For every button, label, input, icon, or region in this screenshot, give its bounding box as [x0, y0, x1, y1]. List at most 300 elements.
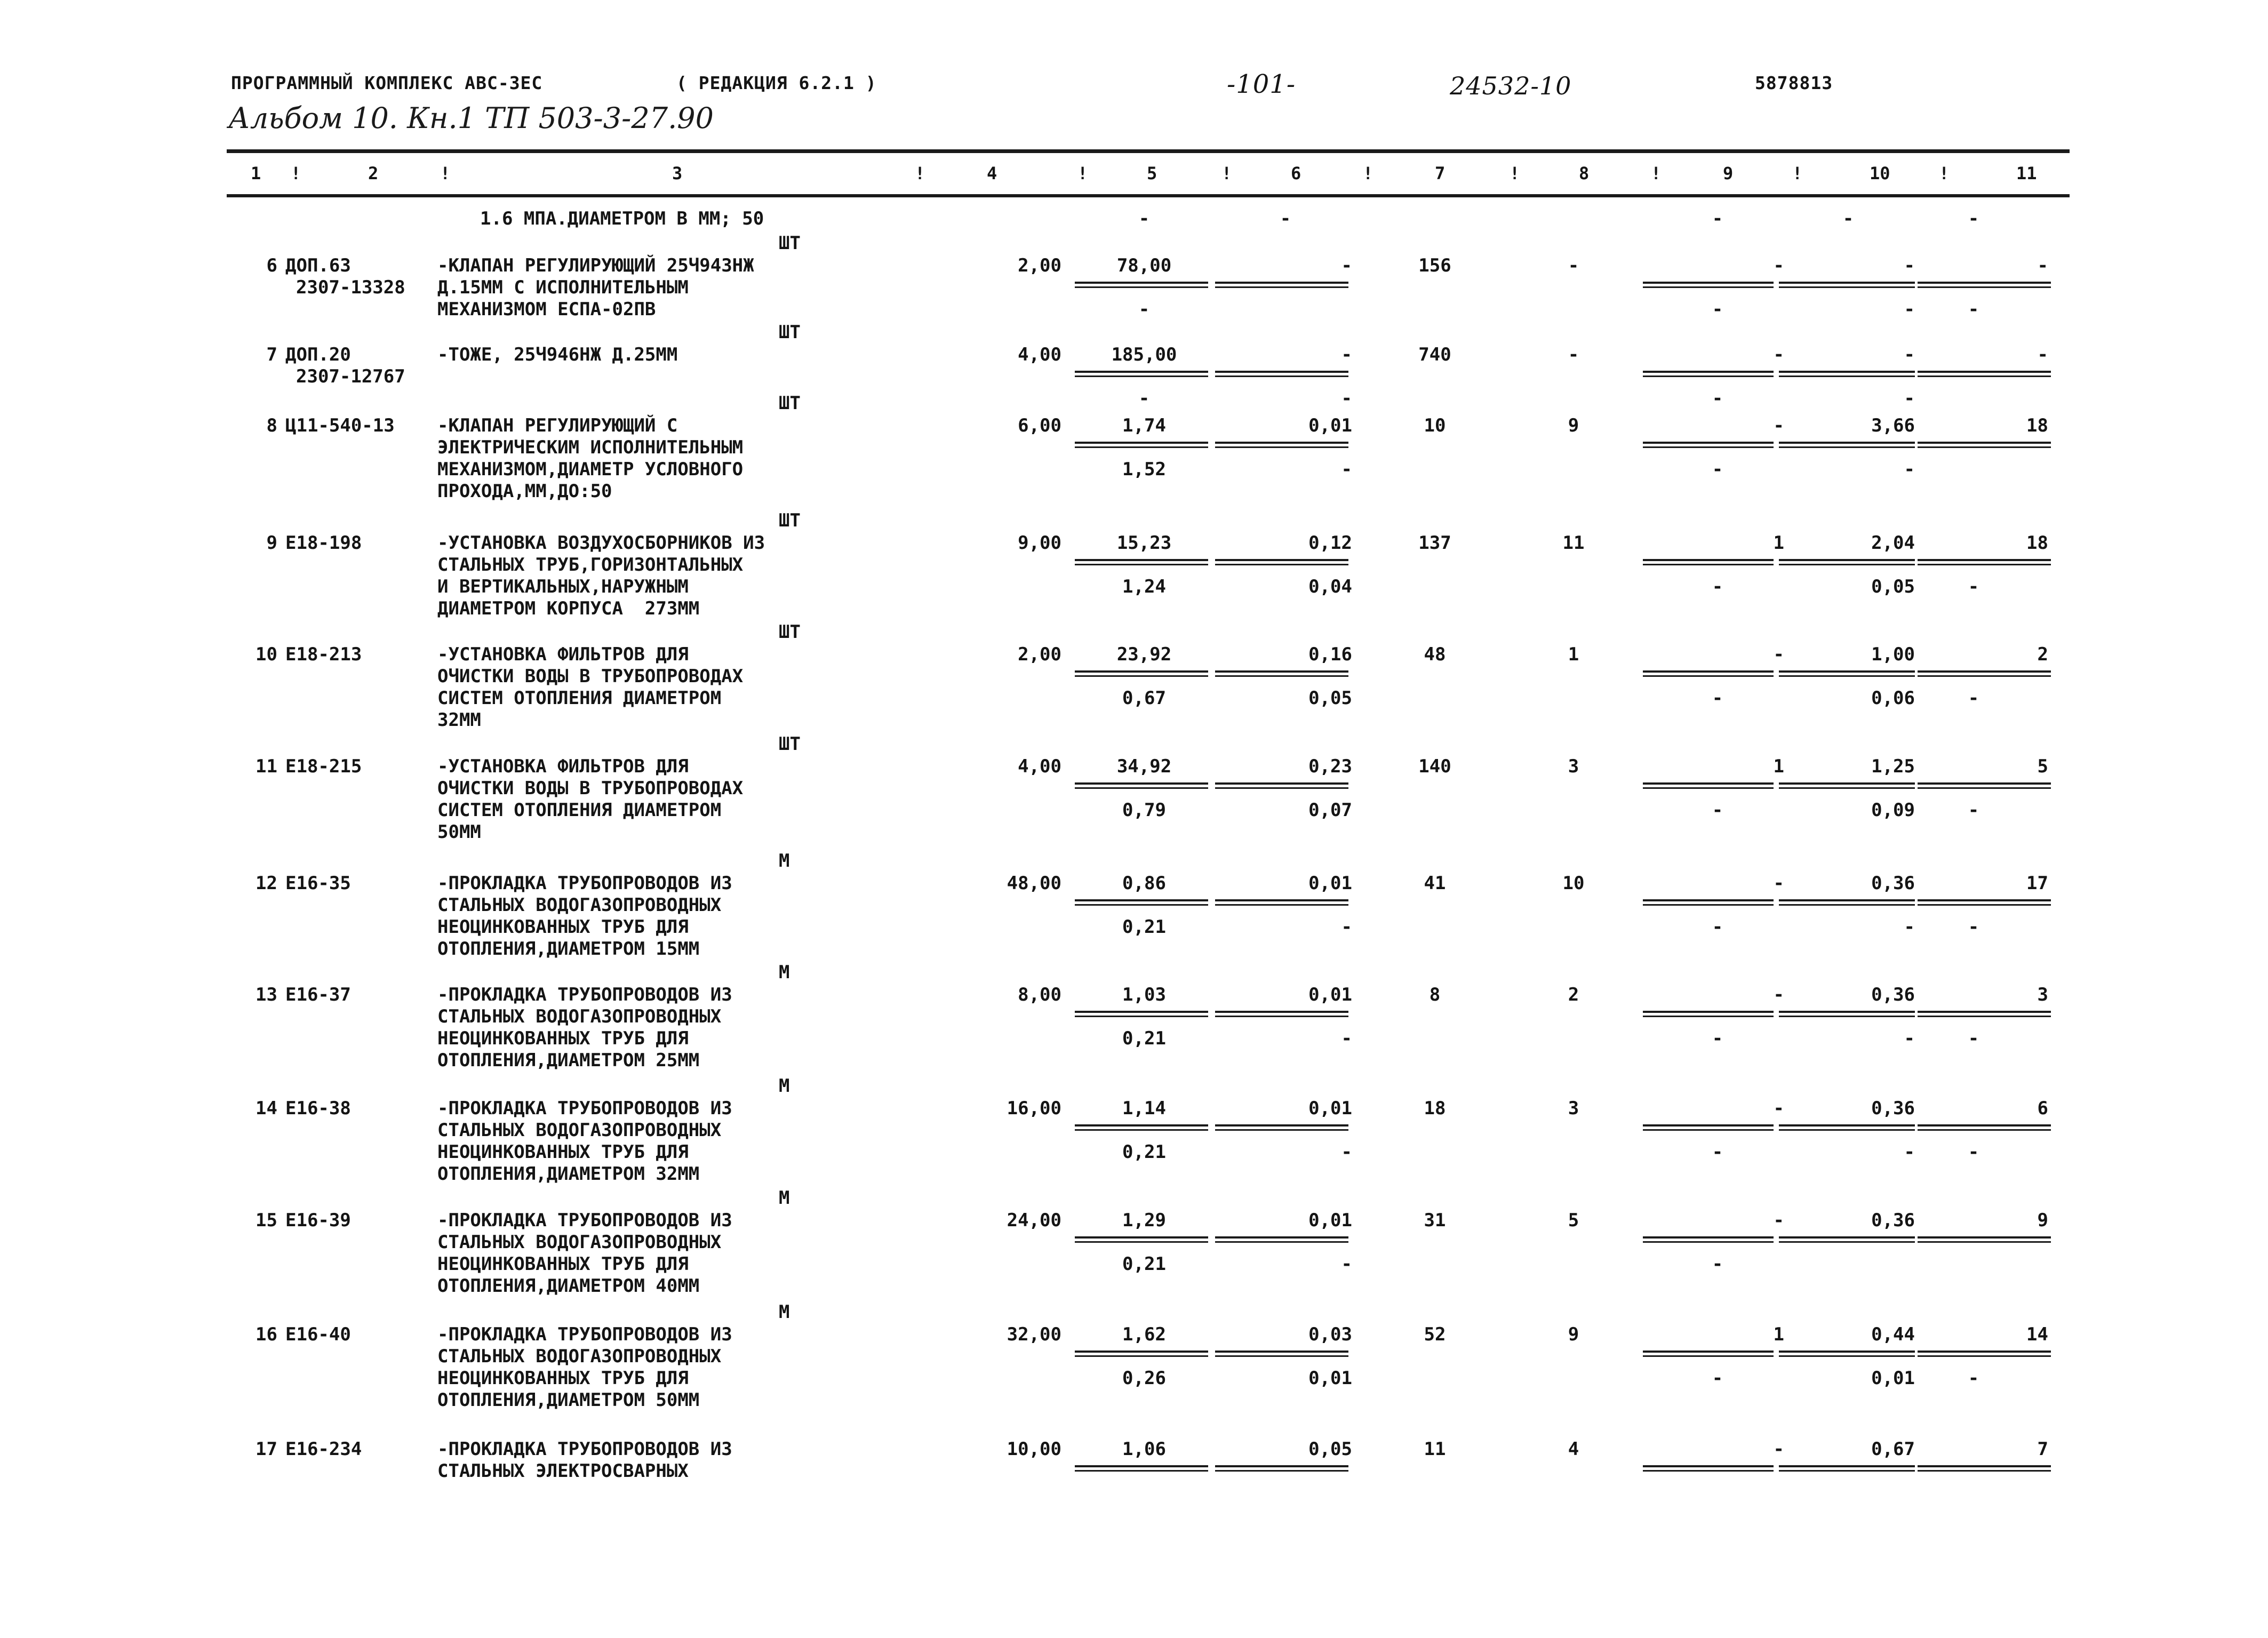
row-description: -ПРОКЛАДКА ТРУБОПРОВОДОВ ИЗ СТАЛЬНЫХ ВОДОГАЗОПРОВОДНЫХ НЕОЦИНКОВАННЫХ ТРУБ ДЛЯ ОТОПЛЕНИЯ,ДИАМЕТРОМ 25ММ: [437, 984, 732, 1071]
divider-line: [1643, 1129, 1774, 1131]
divider-line: [1075, 371, 1208, 373]
col6-secondary: -: [1341, 916, 1352, 938]
unit-label: М: [779, 1075, 790, 1097]
divider-line: [1075, 1124, 1208, 1126]
column-separator: !: [1221, 163, 1232, 183]
col6-value: 0,01: [1308, 984, 1352, 1005]
divider-line: [1215, 1236, 1348, 1239]
col5-value: 34,92: [1116, 756, 1172, 777]
divider-line: [1918, 286, 2051, 288]
divider-line: [1643, 1241, 1774, 1243]
col8-value: 1: [1568, 644, 1579, 665]
col10-value: -: [1904, 344, 1915, 365]
divider-line: [1075, 286, 1208, 288]
row-code: Е18-215: [285, 756, 362, 777]
col6-secondary: -: [1341, 388, 1352, 409]
divider-line: [1215, 1241, 1348, 1243]
divider-line: [1779, 282, 1915, 284]
divider-line: [1779, 1241, 1915, 1243]
row-description: -УСТАНОВКА ФИЛЬТРОВ ДЛЯ ОЧИСТКИ ВОДЫ В ТРУБОПРОВОДАХ СИСТЕМ ОТОПЛЕНИЯ ДИАМЕТРОМ 50ММ: [437, 756, 744, 843]
row-code-secondary: 2307-13328: [296, 277, 405, 298]
divider-line: [1643, 1355, 1774, 1357]
col11-secondary: -: [1968, 1141, 1979, 1163]
col5-secondary: 0,21: [1122, 1028, 1166, 1049]
divider-line: [1215, 1124, 1348, 1126]
edition-label: ( РЕДАКЦИЯ 6.2.1 ): [676, 73, 877, 93]
col6-secondary: -: [1341, 1141, 1352, 1163]
col9-value: -: [1773, 1210, 1784, 1231]
quantity: 16,00: [1007, 1098, 1061, 1119]
col6-value: 0,12: [1308, 532, 1352, 554]
col6-secondary: -: [1341, 459, 1352, 480]
col9-secondary: -: [1712, 688, 1723, 709]
divider-line: [1643, 904, 1774, 906]
col5-secondary: 0,21: [1122, 1141, 1166, 1163]
col9-value: -: [1773, 644, 1784, 665]
divider-line: [1779, 1355, 1915, 1357]
col8-value: 9: [1568, 1324, 1579, 1345]
row-code: Е16-38: [285, 1098, 351, 1119]
divider-line: [1779, 1124, 1915, 1126]
col5-secondary: 0,79: [1122, 800, 1166, 821]
col6-secondary: 0,01: [1308, 1368, 1352, 1389]
divider-line: [1918, 899, 2051, 901]
col7-value: 140: [1418, 756, 1451, 777]
col6-secondary: -: [1341, 1253, 1352, 1275]
col5-value: 185,00: [1111, 344, 1177, 365]
column-header-rule: [227, 194, 2070, 197]
column-number: 6: [1291, 163, 1301, 183]
col5-secondary: 1,24: [1122, 576, 1166, 597]
divider-line: [1215, 1351, 1348, 1353]
quantity: 4,00: [1018, 756, 1061, 777]
row-number: 9: [266, 532, 277, 554]
divider-line: [1918, 1355, 2051, 1357]
program-title: ПРОГРАММНЫЙ КОМПЛЕКС АВС-3ЕС: [231, 73, 543, 93]
col8-value: 3: [1568, 756, 1579, 777]
divider-line: [1918, 1016, 2051, 1017]
divider-line: [1215, 1465, 1348, 1467]
col9-value: -: [1773, 255, 1784, 276]
column-separator: !: [915, 163, 925, 183]
column-number: 2: [368, 163, 379, 183]
col9-secondary: -: [1712, 916, 1723, 938]
row-number: 15: [255, 1210, 277, 1231]
divider-line: [1215, 559, 1348, 561]
divider-line: [1643, 1124, 1774, 1126]
col10-secondary: -: [1904, 1028, 1915, 1049]
col11-secondary: -: [1968, 576, 1979, 597]
col8-value: 4: [1568, 1439, 1579, 1460]
divider-line: [1643, 1351, 1774, 1353]
col5-value: 0,86: [1122, 873, 1166, 894]
divider-line: [1643, 371, 1774, 373]
col5-value: 1,74: [1122, 415, 1166, 436]
divider-line: [1918, 1011, 2051, 1013]
divider-line: [1215, 286, 1348, 288]
divider-line: [1075, 442, 1208, 444]
divider-line: [1075, 1241, 1208, 1243]
col8-value: 11: [1562, 532, 1585, 554]
col10-value: 0,36: [1871, 873, 1915, 894]
divider-line: [1075, 282, 1208, 284]
divider-line: [1215, 1016, 1348, 1017]
col5-secondary: 0,21: [1122, 1253, 1166, 1275]
divider-line: [1918, 904, 2051, 906]
col5-value: 1,03: [1122, 984, 1166, 1005]
unit-label: М: [779, 1187, 790, 1209]
col10-secondary: -: [1904, 1141, 1915, 1163]
row-number: 7: [266, 344, 277, 365]
divider-line: [1918, 1470, 2051, 1472]
column-number: 5: [1147, 163, 1157, 183]
column-number: 7: [1435, 163, 1446, 183]
row-number: 6: [266, 255, 277, 276]
col11-secondary: -: [1968, 299, 1979, 320]
divider-line: [1075, 1351, 1208, 1353]
row-description: -ПРОКЛАДКА ТРУБОПРОВОДОВ ИЗ СТАЛЬНЫХ ВОДОГАЗОПРОВОДНЫХ НЕОЦИНКОВАННЫХ ТРУБ ДЛЯ ОТОПЛЕНИЯ,ДИАМЕТРОМ 50ММ: [437, 1324, 732, 1411]
divider-line: [1779, 371, 1915, 373]
divider-line: [1215, 1355, 1348, 1357]
album-reference: Альбом 10. Кн.1 ТП 503-3-27.90: [228, 101, 714, 135]
col11-value: 14: [2026, 1324, 2048, 1345]
divider-line: [1643, 670, 1774, 673]
divider-line: [1643, 1011, 1774, 1013]
divider-line: [1918, 1351, 2051, 1353]
col9-secondary: -: [1712, 388, 1723, 409]
divider-line: [1075, 559, 1208, 561]
divider-line: [1215, 1470, 1348, 1472]
row-code: Е16-39: [285, 1210, 351, 1231]
divider-line: [1779, 564, 1915, 565]
divider-line: [1779, 1465, 1915, 1467]
column-separator: !: [440, 163, 451, 183]
col5-value: 1,06: [1122, 1439, 1166, 1460]
col10-value: 3,66: [1871, 415, 1915, 436]
divider-line: [1918, 446, 2051, 448]
row-description: -ПРОКЛАДКА ТРУБОПРОВОДОВ ИЗ СТАЛЬНЫХ ЭЛЕКТРОСВАРНЫХ: [437, 1439, 732, 1482]
row-description: -КЛАПАН РЕГУЛИРУЮЩИЙ С ЭЛЕКТРИЧЕСКИМ ИСПОЛНИТЕЛЬНЫМ МЕХАНИЗМОМ,ДИАМЕТР УСЛОВНОГО ПРОХОДА,ММ,ДО:50: [437, 415, 744, 502]
row-code: Ц11-540-13: [285, 415, 395, 436]
col11-value: 5: [2037, 756, 2048, 777]
page-number: -101-: [1227, 69, 1296, 99]
document-code: 24532-10: [1450, 71, 1572, 100]
col10-value: -: [1904, 255, 1915, 276]
col6-value: 0,03: [1308, 1324, 1352, 1345]
row-code: ДОП.20: [285, 344, 351, 365]
quantity: 4,00: [1018, 344, 1061, 365]
divider-line: [1779, 1470, 1915, 1472]
col8-value: 3: [1568, 1098, 1579, 1119]
col10-secondary: -: [1904, 916, 1915, 938]
col6-value: -: [1341, 255, 1352, 276]
divider-line: [1643, 1236, 1774, 1239]
col9-secondary: -: [1712, 1253, 1723, 1275]
col9-secondary: -: [1712, 299, 1723, 320]
unit-label: М: [779, 850, 790, 872]
divider-line: [1075, 782, 1208, 785]
row-number: 14: [255, 1098, 277, 1119]
column-number: 4: [987, 163, 997, 183]
col10-value: 2,04: [1871, 532, 1915, 554]
divider-line: [1779, 1351, 1915, 1353]
divider-line: [1643, 899, 1774, 901]
divider-line: [1643, 375, 1774, 377]
column-number: 11: [2016, 163, 2037, 183]
col7-value: 18: [1424, 1098, 1446, 1119]
row-code: Е18-213: [285, 644, 362, 665]
divider-line: [1215, 899, 1348, 901]
col10-secondary: 0,01: [1871, 1368, 1915, 1389]
divider-line: [1918, 1129, 2051, 1131]
divider-line: [1779, 286, 1915, 288]
divider-line: [1215, 446, 1348, 448]
column-number: 1: [251, 163, 261, 183]
col6-value: 0,23: [1308, 756, 1352, 777]
col6-value: 0,01: [1308, 415, 1352, 436]
col10-value: 0,36: [1871, 1210, 1915, 1231]
col11-value: 17: [2026, 873, 2048, 894]
divider-line: [1075, 1465, 1208, 1467]
col11-secondary: -: [1968, 1368, 1979, 1389]
col10-value: 0,36: [1871, 984, 1915, 1005]
col11-value: -: [2037, 344, 2048, 365]
column-number: 3: [672, 163, 683, 183]
col6-value: 0,01: [1308, 1210, 1352, 1231]
row-description: -ТОЖЕ, 25Ч946НЖ Д.25ММ: [437, 344, 678, 365]
unit-label: М: [779, 1301, 790, 1323]
divider-line: [1779, 787, 1915, 789]
col9-value: -: [1773, 1098, 1784, 1119]
col6-value: -: [1341, 344, 1352, 365]
column-separator: !: [1363, 163, 1373, 183]
divider-line: [1075, 446, 1208, 448]
divider-line: [1643, 564, 1774, 565]
row-description: -УСТАНОВКА ВОЗДУХОСБОРНИКОВ ИЗ СТАЛЬНЫХ ТРУБ,ГОРИЗОНТАЛЬНЫХ И ВЕРТИКАЛЬНЫХ,НАРУЖНЫМ ДИАМЕТРОМ КОРПУСА 273ММ: [437, 532, 765, 619]
row-description: -ПРОКЛАДКА ТРУБОПРОВОДОВ ИЗ СТАЛЬНЫХ ВОДОГАЗОПРОВОДНЫХ НЕОЦИНКОВАННЫХ ТРУБ ДЛЯ ОТОПЛЕНИЯ,ДИАМЕТРОМ 15ММ: [437, 873, 732, 960]
col9-value: -: [1773, 344, 1784, 365]
unit-label: ШТ: [779, 322, 801, 343]
divider-line: [1779, 1236, 1915, 1239]
column-number: 9: [1723, 163, 1734, 183]
col6-value: 0,16: [1308, 644, 1352, 665]
divider-line: [1918, 782, 2051, 785]
col10-value: 0,36: [1871, 1098, 1915, 1119]
divider-line: [1918, 371, 2051, 373]
row-code: Е16-37: [285, 984, 351, 1005]
divider-line: [1215, 675, 1348, 677]
column-separator: !: [1510, 163, 1520, 183]
intro-col11: -: [1968, 208, 1979, 229]
divider-line: [1779, 1016, 1915, 1017]
divider-line: [1779, 1011, 1915, 1013]
intro-col6: -: [1280, 208, 1291, 229]
col9-value: -: [1773, 873, 1784, 894]
row-description: -ПРОКЛАДКА ТРУБОПРОВОДОВ ИЗ СТАЛЬНЫХ ВОДОГАЗОПРОВОДНЫХ НЕОЦИНКОВАННЫХ ТРУБ ДЛЯ ОТОПЛЕНИЯ,ДИАМЕТРОМ 32ММ: [437, 1098, 732, 1185]
col9-value: -: [1773, 984, 1784, 1005]
row-number: 10: [255, 644, 277, 665]
col7-value: 11: [1424, 1439, 1446, 1460]
divider-line: [1918, 1236, 2051, 1239]
divider-line: [1918, 1465, 2051, 1467]
col9-secondary: -: [1712, 1368, 1723, 1389]
col9-value: 1: [1773, 756, 1784, 777]
row-code: Е18-198: [285, 532, 362, 554]
row-number: 13: [255, 984, 277, 1005]
col8-value: 10: [1562, 873, 1585, 894]
divider-line: [1075, 787, 1208, 789]
unit-label: ШТ: [779, 510, 801, 531]
divider-line: [1643, 442, 1774, 444]
row-description: -ПРОКЛАДКА ТРУБОПРОВОДОВ ИЗ СТАЛЬНЫХ ВОДОГАЗОПРОВОДНЫХ НЕОЦИНКОВАННЫХ ТРУБ ДЛЯ ОТОПЛЕНИЯ,ДИАМЕТРОМ 40ММ: [437, 1210, 732, 1297]
divider-line: [1779, 446, 1915, 448]
serial-number: 5878813: [1755, 73, 1833, 93]
quantity: 6,00: [1018, 415, 1061, 436]
col9-value: 1: [1773, 532, 1784, 554]
divider-line: [1075, 670, 1208, 673]
col5-secondary: 0,26: [1122, 1368, 1166, 1389]
row-code: Е16-234: [285, 1439, 362, 1460]
col11-value: 18: [2026, 415, 2048, 436]
column-separator: !: [291, 163, 301, 183]
col7-value: 156: [1418, 255, 1451, 276]
column-number: 8: [1579, 163, 1590, 183]
divider-line: [1215, 375, 1348, 377]
col9-secondary: -: [1712, 459, 1723, 480]
intro-text: 1.6 МПА.ДИАМЕТРОМ В ММ; 50: [480, 208, 764, 229]
col8-value: -: [1568, 344, 1579, 365]
col8-value: 2: [1568, 984, 1579, 1005]
divider-line: [1643, 1465, 1774, 1467]
col10-value: 0,67: [1871, 1439, 1915, 1460]
col6-secondary: 0,04: [1308, 576, 1352, 597]
divider-line: [1779, 1129, 1915, 1131]
col6-value: 0,01: [1308, 873, 1352, 894]
col7-value: 48: [1424, 644, 1446, 665]
col10-value: 0,44: [1871, 1324, 1915, 1345]
intro-col9: -: [1712, 208, 1723, 229]
divider-line: [1215, 1011, 1348, 1013]
row-code-secondary: 2307-12767: [296, 366, 405, 387]
quantity: 2,00: [1018, 644, 1061, 665]
quantity: 24,00: [1007, 1210, 1061, 1231]
col9-secondary: -: [1712, 576, 1723, 597]
divider-line: [1075, 564, 1208, 565]
divider-line: [1643, 446, 1774, 448]
row-description: -КЛАПАН РЕГУЛИРУЮЩИЙ 25Ч943НЖ Д.15ММ С ИСПОЛНИТЕЛЬНЫМ МЕХАНИЗМОМ ЕСПА-02ПВ: [437, 255, 754, 320]
col8-value: 9: [1568, 415, 1579, 436]
intro-col5: -: [1138, 208, 1150, 229]
divider-line: [1215, 782, 1348, 785]
col6-secondary: -: [1341, 1028, 1352, 1049]
row-code: Е16-35: [285, 873, 351, 894]
col7-value: 31: [1424, 1210, 1446, 1231]
divider-line: [1779, 670, 1915, 673]
unit-label: ШТ: [779, 393, 801, 414]
divider-line: [1918, 670, 2051, 673]
col10-secondary: 0,09: [1871, 800, 1915, 821]
divider-line: [1075, 1355, 1208, 1357]
row-description: -УСТАНОВКА ФИЛЬТРОВ ДЛЯ ОЧИСТКИ ВОДЫ В ТРУБОПРОВОДАХ СИСТЕМ ОТОПЛЕНИЯ ДИАМЕТРОМ 32ММ: [437, 644, 744, 731]
col5-value: 1,14: [1122, 1098, 1166, 1119]
divider-line: [1643, 1016, 1774, 1017]
col7-value: 740: [1418, 344, 1451, 365]
divider-line: [1779, 782, 1915, 785]
divider-line: [1918, 675, 2051, 677]
col6-secondary: 0,05: [1308, 688, 1352, 709]
col9-value: -: [1773, 415, 1784, 436]
quantity: 48,00: [1007, 873, 1061, 894]
col5-secondary: -: [1138, 388, 1150, 409]
col11-secondary: -: [1968, 1028, 1979, 1049]
quantity: 8,00: [1018, 984, 1061, 1005]
col6-value: 0,01: [1308, 1098, 1352, 1119]
divider-line: [1215, 371, 1348, 373]
divider-line: [1643, 787, 1774, 789]
divider-line: [1215, 787, 1348, 789]
col5-secondary: -: [1138, 299, 1150, 320]
unit-label: ШТ: [779, 233, 801, 254]
col10-secondary: -: [1904, 299, 1915, 320]
divider-line: [1215, 1129, 1348, 1131]
row-number: 17: [255, 1439, 277, 1460]
col9-secondary: -: [1712, 800, 1723, 821]
col8-value: -: [1568, 255, 1579, 276]
top-rule: [227, 149, 2070, 153]
column-separator: !: [1077, 163, 1088, 183]
divider-line: [1215, 904, 1348, 906]
row-code: ДОП.63: [285, 255, 351, 276]
divider-line: [1075, 1470, 1208, 1472]
divider-line: [1918, 787, 2051, 789]
col10-secondary: -: [1904, 459, 1915, 480]
col11-value: -: [2037, 255, 2048, 276]
col6-value: 0,05: [1308, 1439, 1352, 1460]
intro-col10: -: [1842, 208, 1854, 229]
divider-line: [1779, 675, 1915, 677]
unit-label: М: [779, 962, 790, 983]
col10-secondary: 0,06: [1871, 688, 1915, 709]
divider-line: [1643, 286, 1774, 288]
col7-value: 41: [1424, 873, 1446, 894]
col5-secondary: 0,21: [1122, 916, 1166, 938]
col8-value: 5: [1568, 1210, 1579, 1231]
row-code: Е16-40: [285, 1324, 351, 1345]
col9-value: -: [1773, 1439, 1784, 1460]
quantity: 2,00: [1018, 255, 1061, 276]
column-separator: !: [1651, 163, 1662, 183]
col11-secondary: -: [1968, 688, 1979, 709]
divider-line: [1643, 1470, 1774, 1472]
quantity: 10,00: [1007, 1439, 1061, 1460]
col10-value: 1,25: [1871, 756, 1915, 777]
col7-value: 137: [1418, 532, 1451, 554]
divider-line: [1918, 1124, 2051, 1126]
divider-line: [1075, 899, 1208, 901]
divider-line: [1075, 1016, 1208, 1017]
col11-secondary: -: [1968, 916, 1979, 938]
col5-value: 1,62: [1122, 1324, 1166, 1345]
col10-value: 1,00: [1871, 644, 1915, 665]
col5-value: 1,29: [1122, 1210, 1166, 1231]
row-number: 8: [266, 415, 277, 436]
divider-line: [1779, 375, 1915, 377]
col11-value: 7: [2037, 1439, 2048, 1460]
divider-line: [1779, 899, 1915, 901]
column-separator: !: [1939, 163, 1950, 183]
col9-value: 1: [1773, 1324, 1784, 1345]
col11-value: 9: [2037, 1210, 2048, 1231]
